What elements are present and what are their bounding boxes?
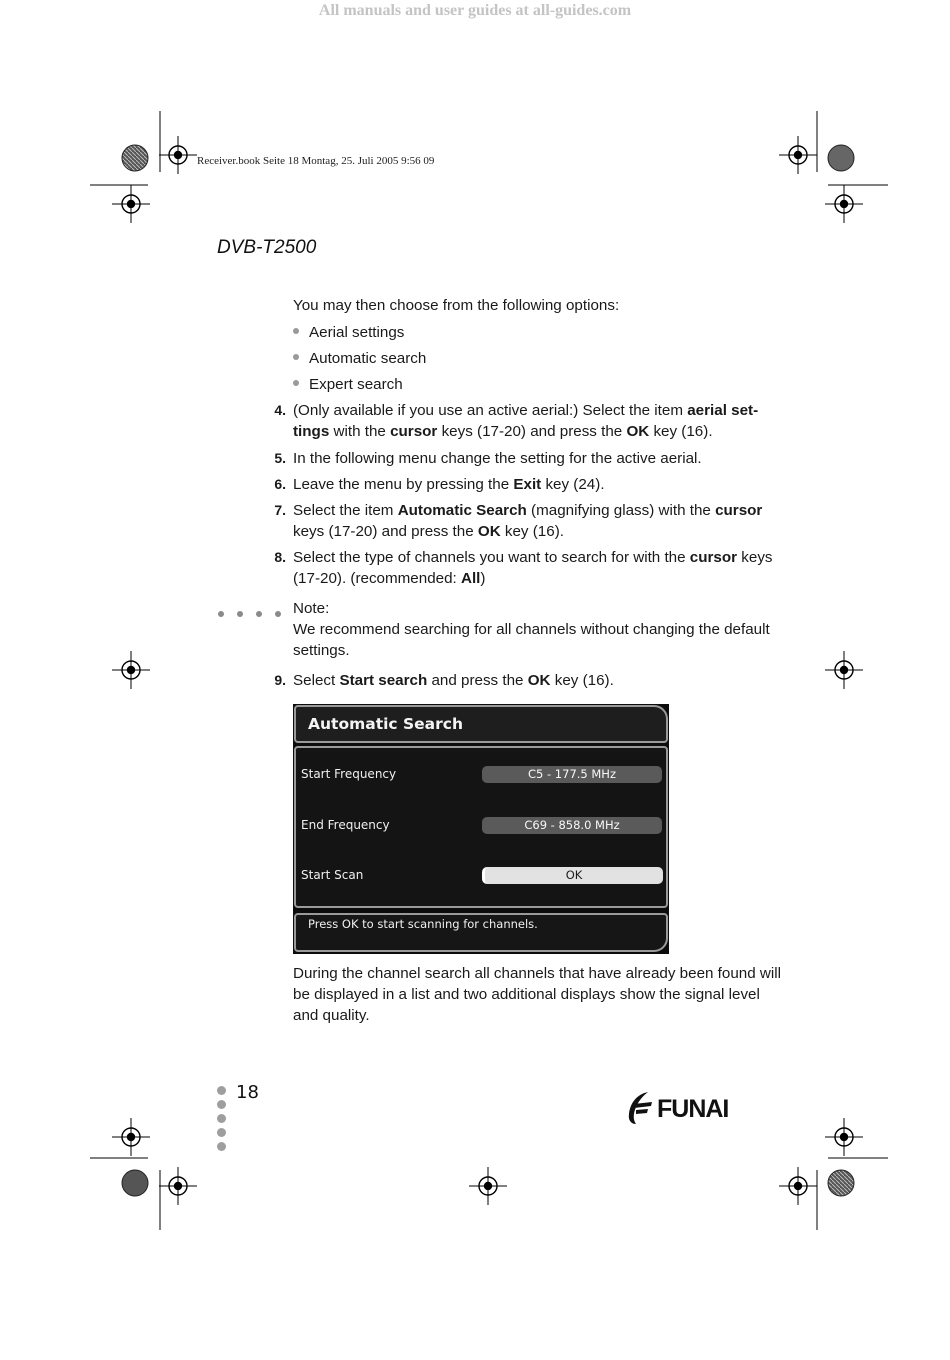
bold-term: cursor [715, 502, 763, 519]
registration-mark-bottom-left [90, 1118, 197, 1230]
text-line: In the following menu change the setting for the active aerial. [293, 450, 702, 467]
start-scan-ok-button[interactable]: OK [482, 867, 663, 884]
registration-mark-bottom-right [779, 1118, 888, 1230]
screen-title: Automatic Search [308, 715, 464, 733]
step-number: 9. [274, 672, 286, 688]
automatic-search-screen [293, 704, 669, 954]
step-text [293, 547, 773, 589]
step-number: 5. [274, 450, 286, 466]
page-dot-icon [217, 1114, 226, 1123]
note-text [293, 619, 770, 661]
text-line: Select the type of channels you want to search for with the cursor keys [293, 549, 773, 566]
option-item: Expert search [293, 374, 403, 395]
step-text [293, 400, 759, 442]
intro-text: You may then choose from the following options: [293, 297, 620, 314]
step-text [293, 474, 733, 495]
step-text [293, 670, 733, 691]
screen-title-bar [294, 705, 668, 743]
status-bar [294, 913, 668, 952]
bold-term: OK [477, 523, 501, 540]
step-number: 6. [274, 476, 286, 492]
registration-mark-mid-right [825, 651, 863, 689]
registration-mark-top-right [779, 111, 888, 223]
step-text [293, 448, 733, 469]
text-line: Leave the menu by pressing the Exit key (24). [293, 476, 605, 493]
bold-term: OK [626, 423, 650, 440]
bullet-icon [293, 328, 299, 334]
brand-logo-text: FUNAI [657, 1095, 729, 1123]
end-frequency-label: End Frequency [301, 818, 390, 832]
bold-term: Automatic Search [397, 502, 527, 519]
page-dots-decoration [217, 1086, 226, 1156]
settings-panel [294, 746, 668, 908]
status-message: Press OK to start scanning for channels. [308, 917, 538, 931]
text-line: and quality. [293, 1007, 370, 1024]
option-item: Automatic search [293, 348, 426, 369]
end-frequency-field[interactable]: C69 - 858.0 MHz [482, 817, 662, 834]
registration-mark-mid-left [112, 651, 150, 689]
bold-term: All [460, 570, 481, 587]
text-line: keys (17-20) and press the OK key (16). [293, 523, 564, 540]
step-number: 7. [274, 502, 286, 518]
page-number: 18 [236, 1082, 259, 1103]
start-frequency-label: Start Frequency [301, 767, 397, 781]
funai-logo-icon [624, 1090, 656, 1126]
registration-mark-top-left [90, 111, 197, 223]
model-name: DVB-T2500 [217, 237, 317, 258]
start-scan-label: Start Scan [301, 868, 364, 882]
text-line: During the channel search all channels that have already been found will [293, 965, 782, 982]
note-marker [218, 604, 294, 622]
text-line: settings. [293, 642, 350, 659]
note-label: Note: [293, 600, 330, 617]
text-line: Select the item Automatic Search (magnifying glass) with the cursor [293, 502, 763, 519]
step-text [293, 500, 763, 542]
option-item: Aerial settings [293, 322, 404, 343]
page-dot-icon [217, 1128, 226, 1137]
note-dot-icon [256, 611, 262, 617]
text-line: We recommend searching for all channels without changing the default [293, 621, 770, 638]
text-line: (Only available if you use an active aerial:) Select the item aerial set- [293, 402, 759, 419]
closing-paragraph [293, 963, 782, 1026]
text-line: Select Start search and press the OK key (16). [293, 672, 614, 689]
page-dot-icon [217, 1086, 226, 1095]
step-number: 4. [274, 402, 286, 418]
start-frequency-field[interactable]: C5 - 177.5 MHz [482, 766, 662, 783]
bold-term: Exit [513, 476, 542, 493]
step-number: 8. [274, 549, 286, 565]
text-line: be displayed in a list and two additional displays show the signal level [293, 986, 760, 1003]
note-dot-icon [218, 611, 224, 617]
bold-term: cursor [689, 549, 738, 566]
print-info-header: Receiver.book Seite 18 Montag, 25. Juli 2005 9:56 09 [197, 155, 435, 167]
text-line: (17-20). (recommended: All) [293, 570, 486, 587]
bold-term: Start search [339, 672, 428, 689]
bold-term: OK [527, 672, 551, 689]
page-dot-icon [217, 1142, 226, 1151]
note-dot-icon [237, 611, 243, 617]
page-dot-icon [217, 1100, 226, 1109]
bullet-icon [293, 354, 299, 360]
bold-term: tings [293, 423, 330, 440]
text-line: tings with the cursor keys (17-20) and press the OK key (16). [293, 423, 713, 440]
watermark: All manuals and user guides at all-guides.com [318, 2, 632, 19]
note-dot-icon [275, 611, 281, 617]
bold-term: cursor [390, 423, 438, 440]
registration-mark-bottom-center [469, 1167, 507, 1205]
bold-term: aerial set- [687, 402, 759, 419]
bullet-icon [293, 380, 299, 386]
